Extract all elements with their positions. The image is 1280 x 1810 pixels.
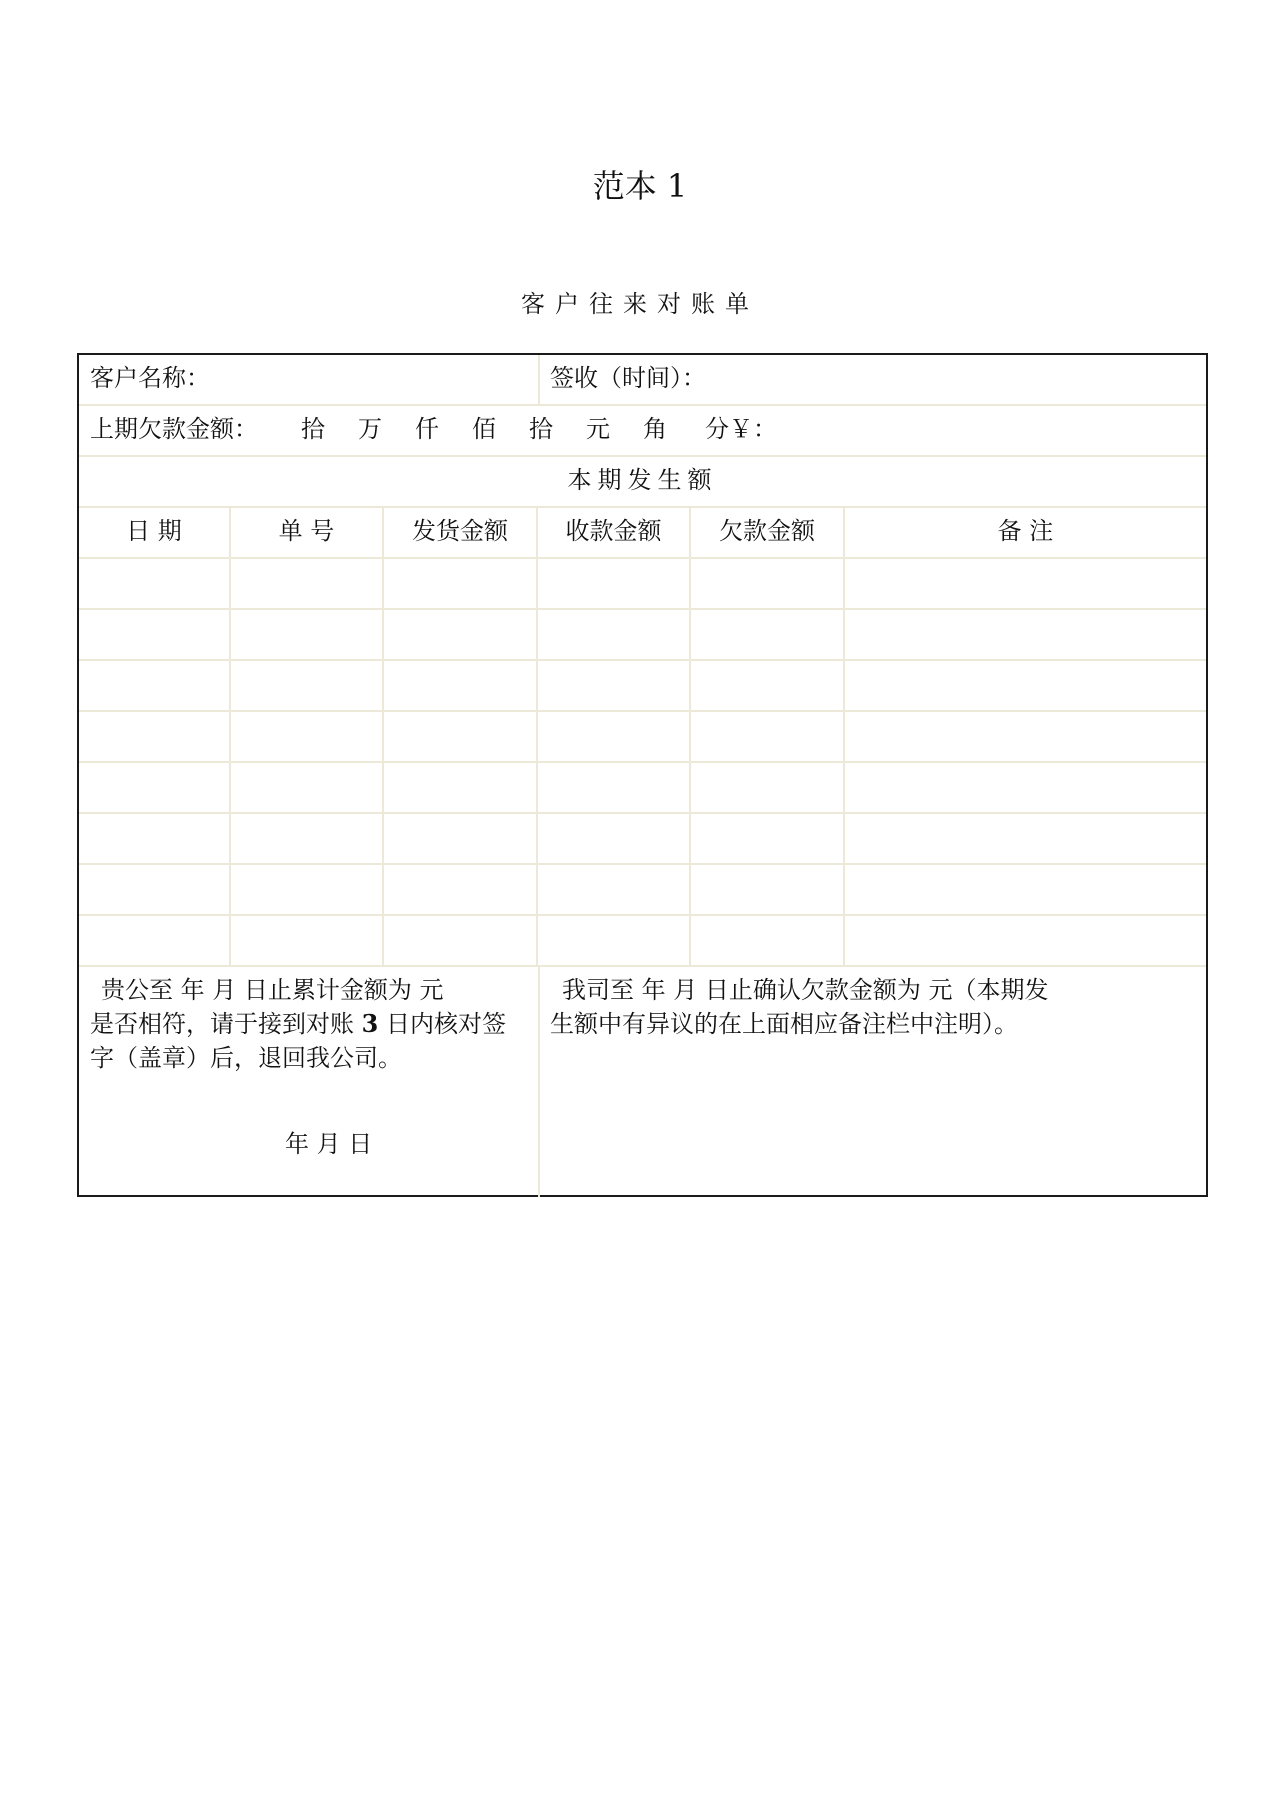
col-divider	[229, 506, 231, 965]
column-header-debt-amount: 欠款金额	[719, 517, 815, 545]
column-header-received-amount: 收款金额	[565, 517, 662, 545]
section-title: 本期发生额	[567, 466, 718, 494]
row-divider	[79, 761, 1206, 763]
footer-left-line-1: 贵公至 年 月 日止累计金额为 元	[101, 976, 444, 1004]
col-divider	[538, 355, 540, 404]
footer-left-line-2-text-end: 日内核对签	[378, 1010, 506, 1038]
previous-debt-label: 上期欠款金额：	[90, 415, 258, 443]
col-divider	[843, 506, 845, 965]
footer-right-line-1: 我司至 年 月 日止确认欠款金额为 元（本期发	[562, 976, 1049, 1004]
row-divider	[79, 557, 1206, 559]
col-divider	[536, 506, 538, 965]
amount-unit-bai: 佰	[472, 415, 496, 443]
customer-name-label: 客户名称：	[90, 364, 210, 392]
footer-right-line-2: 生额中有异议的在上面相应备注栏中注明）。	[550, 1010, 1018, 1038]
amount-unit-shi-wan: 拾	[301, 415, 325, 443]
page-title: 范本 1	[592, 167, 688, 205]
row-divider	[79, 914, 1206, 916]
footer-left-line-3: 字（盖章）后，退回我公司。	[90, 1044, 402, 1072]
column-header-remarks: 备 注	[997, 517, 1054, 545]
row-divider	[79, 404, 1206, 406]
row-divider	[79, 812, 1206, 814]
amount-unit-yuan: 元	[586, 415, 610, 443]
row-divider	[79, 863, 1206, 865]
amount-unit-fen: 分￥：	[705, 415, 777, 443]
row-divider	[79, 455, 1206, 457]
col-divider	[689, 506, 691, 965]
amount-unit-shi: 拾	[529, 415, 553, 443]
footer-left-date: 年 月 日	[285, 1130, 373, 1158]
col-divider	[538, 965, 540, 1197]
column-header-number: 单 号	[278, 517, 335, 545]
amount-unit-jiao: 角	[643, 415, 667, 443]
footer-left-days-number: 3	[361, 1009, 379, 1038]
statement-table	[77, 353, 1208, 1197]
row-divider	[79, 506, 1206, 508]
row-divider	[79, 659, 1206, 661]
row-divider	[79, 710, 1206, 712]
amount-unit-wan: 万	[358, 415, 382, 443]
document-title: 客户往来对账单	[521, 290, 759, 318]
row-divider	[79, 965, 1206, 967]
amount-unit-qian: 仟	[415, 415, 439, 443]
footer-left-line-2-text: 是否相符，请于接到对账	[90, 1010, 362, 1038]
footer-left-line-2	[90, 1007, 506, 1041]
col-divider	[382, 506, 384, 965]
column-header-shipment-amount: 发货金额	[412, 517, 508, 545]
sign-time-label: 签收（时间）：	[550, 364, 706, 392]
column-header-date: 日 期	[126, 517, 182, 545]
row-divider	[79, 608, 1206, 610]
